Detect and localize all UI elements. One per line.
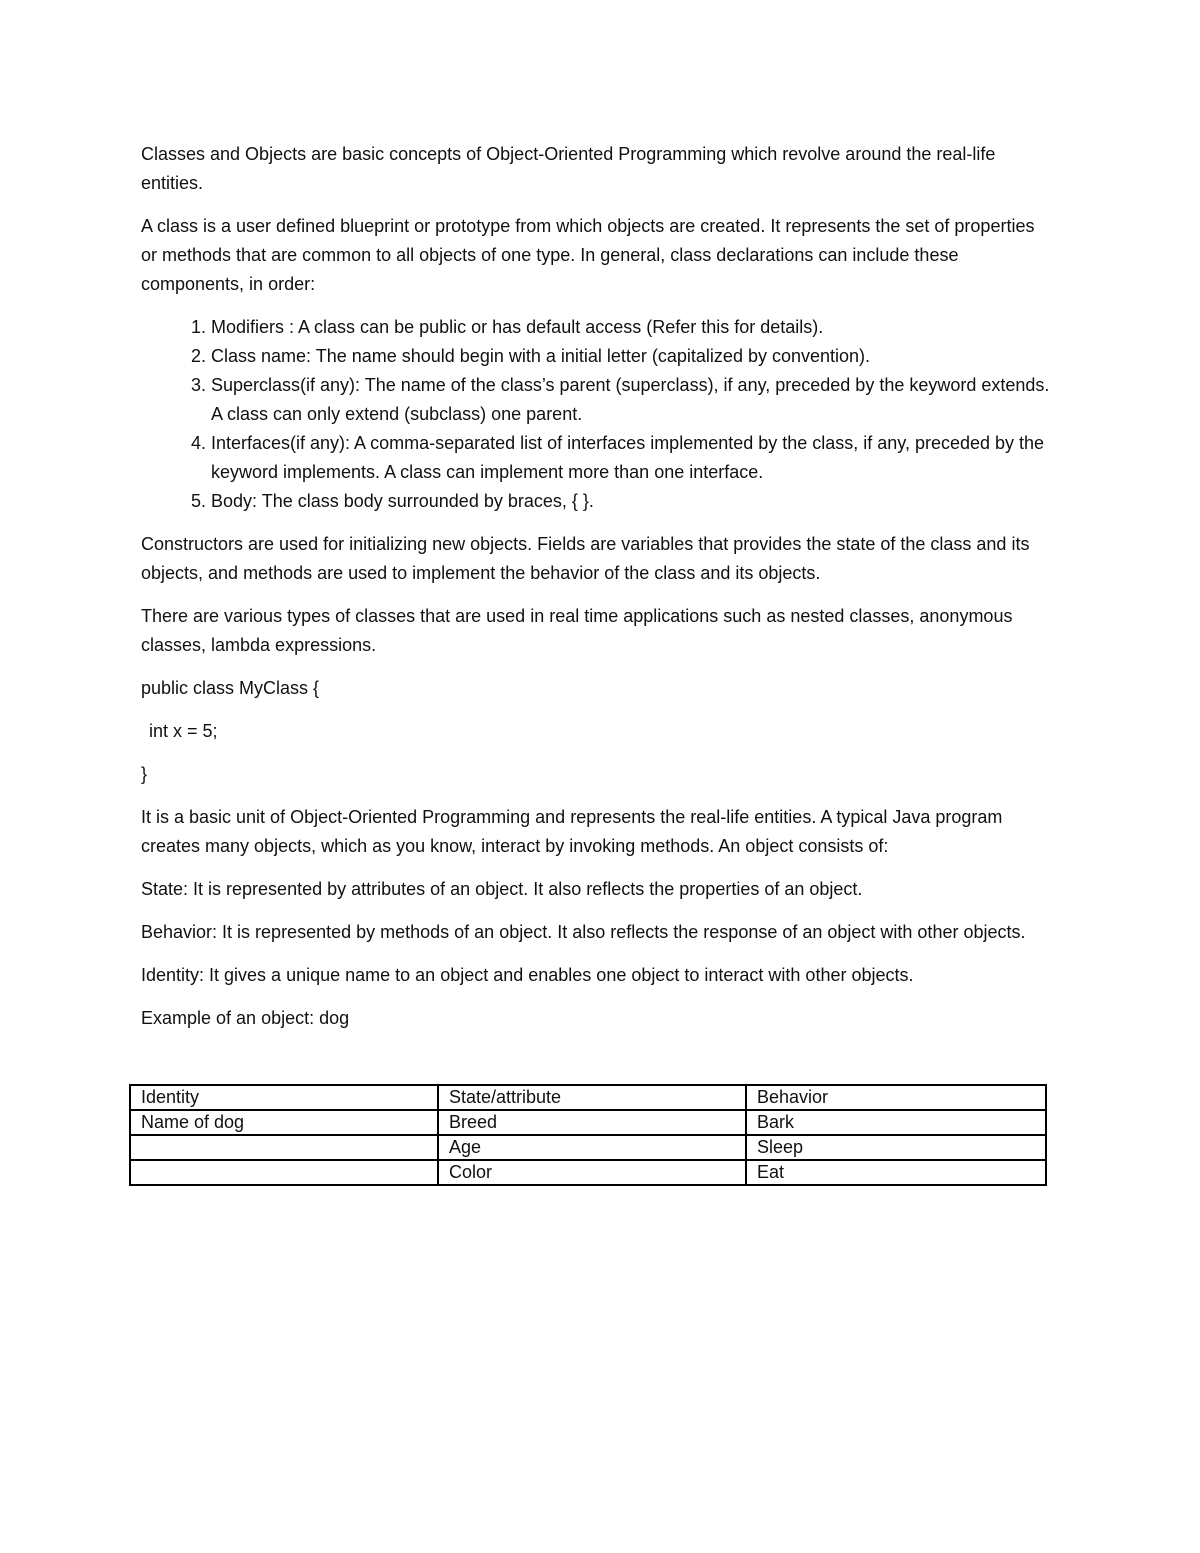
code-line-field: int x = 5;: [149, 721, 218, 741]
dog-object-table: [129, 1084, 1047, 1186]
table-cell: Breed: [438, 1110, 746, 1135]
example-paragraph: Example of an object: dog: [141, 1008, 350, 1028]
table-cell: Eat: [746, 1160, 1046, 1185]
table-cell: [130, 1160, 438, 1185]
table-cell: [130, 1135, 438, 1160]
list-item: 2. Class name: The name should begin with a initial letter (capitalized by convention).: [211, 342, 1053, 371]
behavior-paragraph: Behavior: It is represented by methods of an object. It also reflects the response of an object with other objects.: [141, 922, 1026, 942]
intro-paragraph: Classes and Objects are basic concepts of Object-Oriented Programming which revolve around the real-life entities.: [141, 144, 996, 193]
table-row: [130, 1160, 1046, 1185]
list-item: 5. Body: The class body surrounded by braces, { }.: [211, 487, 1053, 516]
class-types-paragraph: There are various types of classes that are used in real time applications such as nested classes, anonymous classes, lambda expressions.: [141, 606, 1013, 655]
table-cell: Age: [438, 1135, 746, 1160]
state-paragraph: State: It is represented by attributes of an object. It also reflects the properties of an object.: [141, 879, 863, 899]
table-row: [130, 1135, 1046, 1160]
list-item: 4. Interfaces(if any): A comma-separated list of interfaces implemented by the class, if any, preceded by the keyword implements. A class can implement more than one interface.: [211, 429, 1053, 487]
document-body: [141, 140, 1053, 1047]
table-cell: Identity: [130, 1085, 438, 1110]
table-cell: Sleep: [746, 1135, 1046, 1160]
table-cell: Color: [438, 1160, 746, 1185]
code-line-closing-brace: }: [141, 764, 148, 784]
table-row: [130, 1110, 1046, 1135]
table-cell: Behavior: [746, 1085, 1046, 1110]
list-item: 1. Modifiers : A class can be public or has default access (Refer this for details).: [211, 313, 1053, 342]
table-header-row: [130, 1085, 1046, 1110]
table-cell: Name of dog: [130, 1110, 438, 1135]
constructors-paragraph: Constructors are used for initializing new objects. Fields are variables that provides the state of the class and its objects, and methods are used to implement the behavior of the class and its objects.: [141, 534, 1030, 583]
identity-paragraph: Identity: It gives a unique name to an object and enables one object to interact with other objects.: [141, 965, 914, 985]
code-line-class-declaration: public class MyClass {: [141, 678, 320, 698]
table-cell: Bark: [746, 1110, 1046, 1135]
object-definition-paragraph: It is a basic unit of Object-Oriented Programming and represents the real-life entities. A typical Java program creates many objects, which as you know, interact by invoking methods. An object consists of:: [141, 807, 1003, 856]
class-components-list: [141, 313, 1053, 516]
class-definition-paragraph: A class is a user defined blueprint or prototype from which objects are created. It represents the set of properties or methods that are common to all objects of one type. In general, class declarations can include these components, in order:: [141, 216, 1035, 294]
table-cell: State/attribute: [438, 1085, 746, 1110]
list-item: 3. Superclass(if any): The name of the class’s parent (superclass), if any, preceded by the keyword extends. A class can only extend (subclass) one parent.: [211, 371, 1053, 429]
